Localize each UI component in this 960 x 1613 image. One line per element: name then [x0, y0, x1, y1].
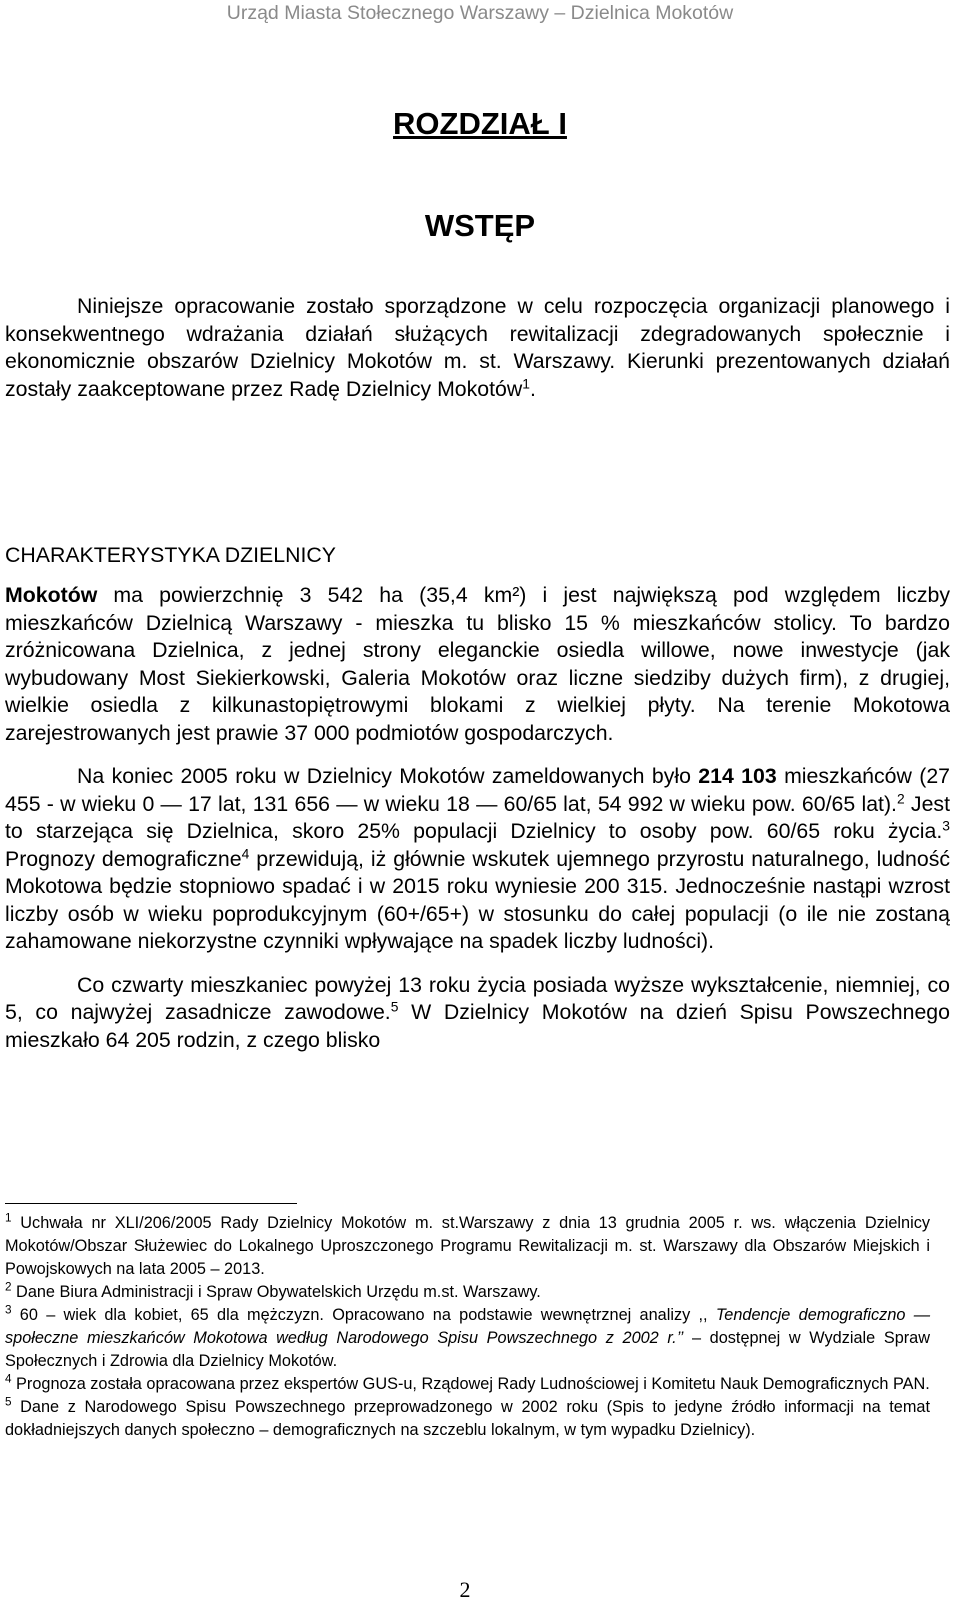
footnote-4 [5, 1373, 930, 1396]
footnote-ref-2[interactable]: 2 [896, 789, 905, 806]
education-text-2: W Dzielnicy Mokotów na dzień Spisu Powszechnego mieszkało 64 205 rodzin, z czego blisko [5, 1000, 950, 1052]
footnote-ref-1[interactable]: 1 [522, 374, 530, 391]
footnote-text: Dane z Narodowego Spisu Powszechnego przeprowadzonego w 2002 roku (Spis to jedyne źródło informacji na temat dokładniejszych danych społeczno – demograficznych na szczeblu lokalnym, w tym wypadku Dzielnicy). [5, 1398, 930, 1439]
intro-title: WSTĘP [424, 208, 536, 243]
population-text-4: Prognozy demograficzne [5, 846, 242, 871]
footnote-num: 4 [5, 1372, 12, 1386]
footnote-italic-title: Tendencje demograficzno — społeczne mieszkańców Mokotowa według Narodowego Spisu Powszechnego z 2002 r.’’ [5, 1306, 930, 1347]
footnote-text-end: – dostępnej w Wydziale Spraw Społecznych i Zdrowia dla Dzielnicy Mokotów. [5, 1329, 930, 1370]
footnote-num: 5 [5, 1395, 12, 1409]
population-text-3: Jest to starzejąca się Dzielnica, skoro 25% populacji Dzielnicy to osoby pow. 60/65 roku życia. [5, 791, 950, 843]
footnote-text: Uchwała nr XLI/206/2005 Rady Dzielnicy Mokotów m. st.Warszawy z dnia 13 grudnia 2005 r. ws. włączenia Dzielnicy Mokotów/Obszar Służewiec do Lokalnego Uproszczonego Programu Rewitalizacji m. st. Warszawy dla Obszarów Miejskich i Powojskowych na lata 2005 – 2013. [5, 1214, 930, 1278]
footnote-2 [5, 1281, 930, 1304]
district-name: Mokotów [5, 583, 98, 607]
population-text-1: Na koniec 2005 roku w Dzielnicy Mokotów zameldowanych było [77, 764, 699, 788]
section-body [5, 582, 950, 1054]
population-text-2: mieszkańców (27 455 - w wieku 0 — 17 lat, 131 656 — w wieku 18 — 60/65 lat, 54 992 w wieku pow. 60/65 lat). [5, 764, 951, 816]
population-text-5: przewidują, iż głównie wskutek ujemnego przyrostu naturalnego, ludność Mokotowa będzie stopniowo spadać i w 2015 roku wyniesie 200 315. Jednocześnie nastąpi wzrost liczby osób w wieku poprodukcyjnym (60+/65+) w stosunku do całej populacji (o ile nie zostaną zahamowane niekorzystne czynniki wpływające na spadek liczby ludności). [5, 846, 951, 953]
section-title: CHARAKTERYSTYKA DZIELNICY [5, 543, 336, 567]
page-header: Urząd Miasta Stołecznego Warszawy – Dzielnica Mokotów [226, 2, 734, 24]
footnote-1 [5, 1212, 930, 1281]
education-text-1: Co czwarty mieszkaniec powyżej 13 roku życia posiada wyższe wykształcenie, niemniej, co 5, co najwyżej zasadnicze zawodowe. [5, 972, 950, 1024]
footnote-text: 60 – wiek dla kobiet, 65 dla mężczyzn. Opracowano na podstawie wewnętrznej analizy ,, [11, 1306, 716, 1324]
footnote-num: 2 [5, 1280, 12, 1294]
footnote-text: Prognoza została opracowana przez ekspertów GUS-u, Rządowej Rady Ludnościowej i Komitetu Nauk Demograficznych PAN. [11, 1375, 930, 1393]
footnote-ref-4[interactable]: 4 [241, 844, 250, 861]
footnote-5 [5, 1396, 930, 1442]
intro-text: Niniejsze opracowanie zostało sporządzone w celu rozpoczęcia organizacji planowego i konsekwentnego wdrażania działań służących rewitalizacji zdegradowanych społecznie i ekonomicznie obszarów Dzielnicy Mokotów m. st. Warszawy. Kierunki prezentowanych działań zostały zaakceptowane przez Radę Dzielnicy Mokotów [5, 294, 950, 401]
paragraph-area [5, 582, 950, 747]
footnote-ref-3[interactable]: 3 [942, 817, 950, 834]
paragraph-area-text: ma powierzchnię 3 542 ha (35,4 km²) i jest największą pod względem liczby mieszkańców Dzielnicą Warszawy - mieszka tu blisko 15 % mieszkańców stolicy. To bardzo zróżnicowana Dzielnica, z jednej strony eleganckie osiedla willowe, nowe inwestycje (jak wybudowany Most Siekierkowski, Galeria Mokotów oraz liczne siedziby dużych firm), z drugiej, wielkie osiedla z kilkunastopiętrowymi blokami z wielkiej płyty. Na terenie Mokotowa zarejestrowanych jest prawie 37 000 podmiotów gospodarczych. [5, 583, 950, 745]
chapter-title: ROZDZIAŁ I [393, 106, 567, 141]
paragraph-population [5, 763, 950, 956]
page-number: 2 [459, 1577, 471, 1602]
footnote-num: 3 [5, 1303, 12, 1317]
intro-paragraph [5, 293, 950, 403]
population-total: 214 103 [698, 764, 777, 788]
footnotes [5, 1212, 930, 1442]
intro-end: . [530, 376, 536, 401]
footnote-separator [5, 1203, 297, 1204]
footnote-3 [5, 1304, 930, 1373]
footnote-text: Dane Biura Administracji i Spraw Obywatelskich Urzędu m.st. Warszawy. [11, 1283, 541, 1301]
footnote-num: 1 [5, 1211, 12, 1225]
paragraph-education [5, 972, 950, 1055]
footnote-ref-5[interactable]: 5 [390, 998, 399, 1015]
